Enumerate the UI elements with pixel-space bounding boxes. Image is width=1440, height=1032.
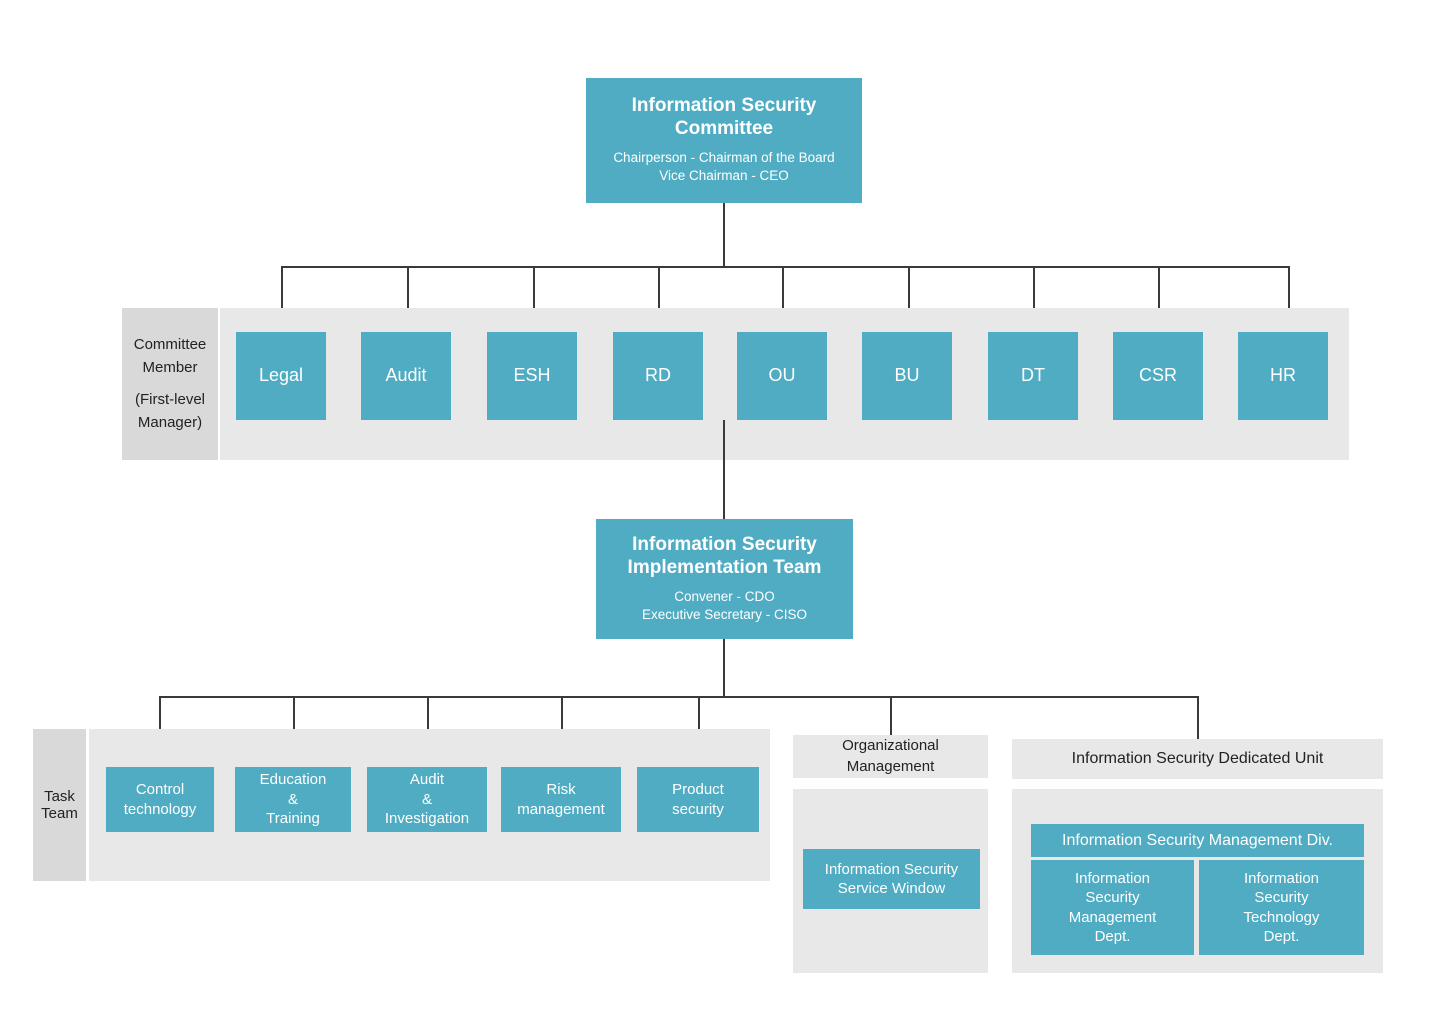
node-member-esh bbox=[487, 332, 577, 420]
member-csr-label: CSR bbox=[1138, 365, 1177, 386]
team-roles bbox=[642, 588, 807, 624]
node-information-security-technology-dept: Information Security Technology Dept. bbox=[1199, 860, 1364, 955]
member-bu-label: BU bbox=[894, 365, 920, 386]
member-esh-label: ESH bbox=[513, 365, 551, 386]
node-task-control-technology: Control technology bbox=[106, 767, 214, 832]
member-legal-label: Legal bbox=[258, 365, 304, 386]
task-team-line1: Task bbox=[44, 788, 75, 805]
connector-band-to-team bbox=[723, 420, 725, 520]
org-management-header-label: Organizational Management bbox=[842, 737, 939, 775]
member-audit-label: Audit bbox=[385, 365, 427, 386]
team-title: Information Security Implementation Team bbox=[627, 533, 822, 578]
node-member-rd bbox=[613, 332, 703, 420]
committee-side-line3: (First-level bbox=[135, 391, 205, 408]
member-rd-label: RD bbox=[645, 365, 671, 386]
node-member-bu bbox=[862, 332, 952, 420]
node-member-hr bbox=[1238, 332, 1328, 420]
connector-top-down bbox=[723, 203, 725, 267]
node-member-csr bbox=[1113, 332, 1203, 420]
node-member-dt bbox=[988, 332, 1078, 420]
dedicated-unit-header-label: Information Security Dedicated Unit bbox=[1071, 750, 1324, 768]
node-member-ou bbox=[737, 332, 827, 420]
connector-committee-bus bbox=[281, 266, 1289, 268]
committee-side-line4: Manager) bbox=[137, 413, 203, 431]
committee-role-vice-chairman: Vice Chairman - CEO bbox=[659, 168, 789, 184]
committee-member-side-label bbox=[122, 308, 218, 460]
member-dt-label: DT bbox=[1021, 365, 1045, 386]
member-hr-label: HR bbox=[1270, 365, 1296, 386]
connector-lower-bus bbox=[159, 696, 1198, 698]
node-member-legal bbox=[236, 332, 326, 420]
connector-drop-org-management bbox=[890, 696, 892, 735]
committee-role-chairperson: Chairperson - Chairman of the Board bbox=[613, 150, 835, 166]
team-role-secretary: Executive Secretary - CISO bbox=[641, 606, 808, 622]
connector-team-down bbox=[723, 639, 725, 697]
committee-side-line2: Member bbox=[142, 358, 198, 376]
connector-drop-dedicated-unit bbox=[1197, 696, 1199, 739]
node-information-security-committee bbox=[586, 78, 862, 203]
task-team-line2: Team bbox=[41, 805, 78, 822]
committee-side-line1: Committee bbox=[133, 336, 207, 353]
node-task-audit-investigation: Audit & Investigation bbox=[367, 767, 487, 832]
committee-roles bbox=[613, 149, 834, 185]
member-ou-label: OU bbox=[768, 365, 796, 386]
node-information-security-service-window: Information Security Service Window bbox=[803, 849, 980, 909]
node-information-security-management-div: Information Security Management Div. bbox=[1031, 824, 1364, 857]
node-implementation-team bbox=[596, 519, 853, 639]
team-role-convener: Convener - CDO bbox=[674, 588, 775, 604]
task-team-side-label bbox=[33, 729, 86, 881]
node-task-product-security: Product security bbox=[637, 767, 759, 832]
node-information-security-management-dept: Information Security Management Dept. bbox=[1031, 860, 1194, 955]
node-task-risk-management: Risk management bbox=[501, 767, 621, 832]
node-member-audit bbox=[361, 332, 451, 420]
committee-title: Information Security Committee bbox=[631, 95, 817, 140]
node-task-education-training: Education & Training bbox=[235, 767, 351, 832]
